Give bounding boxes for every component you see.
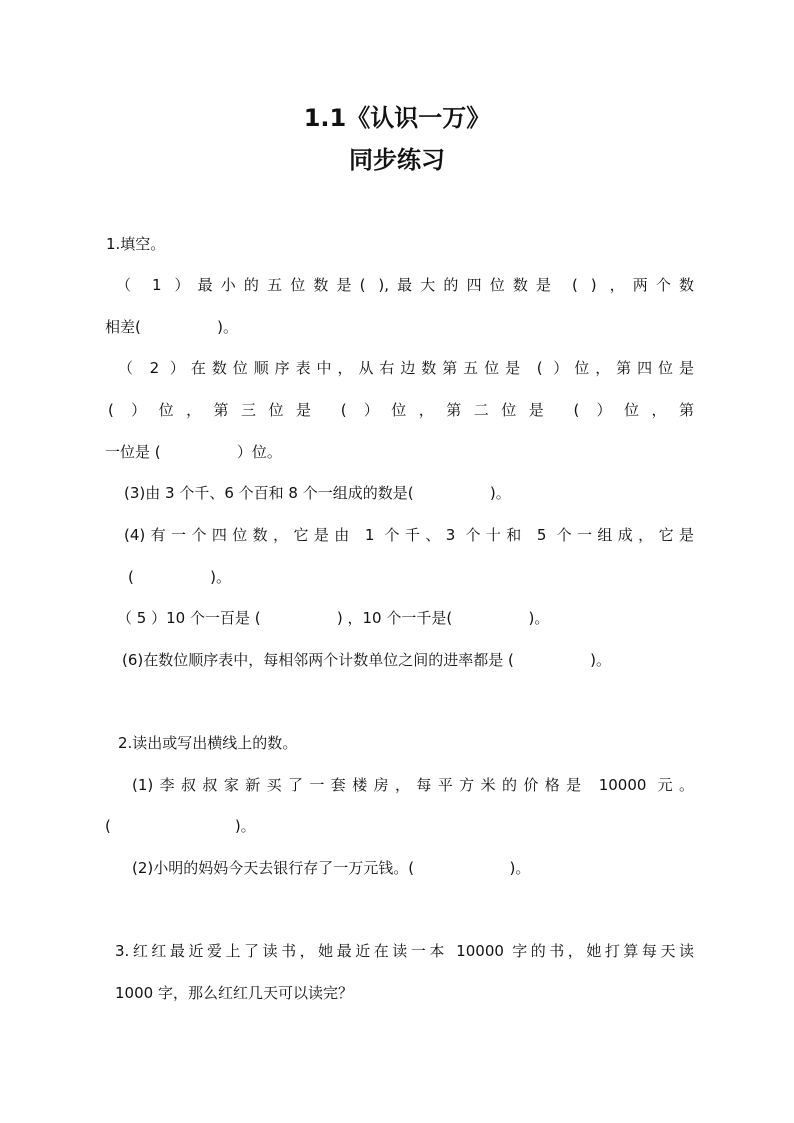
q2-1-line2: ( )。: [105, 817, 256, 835]
page-title: 1.1《认识一万》: [303, 104, 491, 132]
q1-2-line3: 一位是 ( ）位。: [105, 443, 282, 461]
page-subtitle: 同步练习: [349, 146, 445, 174]
q1-4-line1: (4)有一个四位数，它是由 1 个千、3 个十和 5 个一组成，它是: [124, 526, 694, 544]
q1-6: (6)在数位顺序表中，每相邻两个计数单位之间的进率都是 ( )。: [122, 651, 612, 669]
q1-1-line2: 相差( )。: [105, 318, 238, 336]
section1-heading: 1.填空。: [106, 235, 166, 253]
section3-line2: 1000 字，那么红红几天可以读完？: [115, 984, 353, 1002]
section2-heading: 2.读出或写出横线上的数。: [118, 734, 298, 752]
section3-line1: 3.红红最近爱上了读书，她最近在读一本 10000 字的书，她打算每天读: [115, 942, 694, 960]
q1-2-line2: ( ）位，第三位是 ( ）位，第二位是 ( ）位，第: [108, 401, 694, 419]
q1-2-line1: （ 2 ）在数位顺序表中，从右边数第五位是 ( ）位，第四位是: [118, 359, 694, 377]
q2-2: (2)小明的妈妈今天去银行存了一万元钱。( )。: [132, 859, 531, 877]
q1-4-line2: ( )。: [128, 568, 231, 586]
q1-1-line1: （ 1 ）最小的五位数是( ),最大的四位数是 ( ) ，两个数: [116, 276, 694, 294]
q1-3: (3)由 3 个千、6 个百和 8 个一组成的数是( )。: [124, 484, 511, 502]
q2-1-line1: (1)李叔叔家新买了一套楼房，每平方米的价格是 10000 元。: [132, 776, 694, 794]
q1-5: （ 5 ）10 个一百是 ( ) ，10 个一千是( )。: [117, 609, 550, 627]
